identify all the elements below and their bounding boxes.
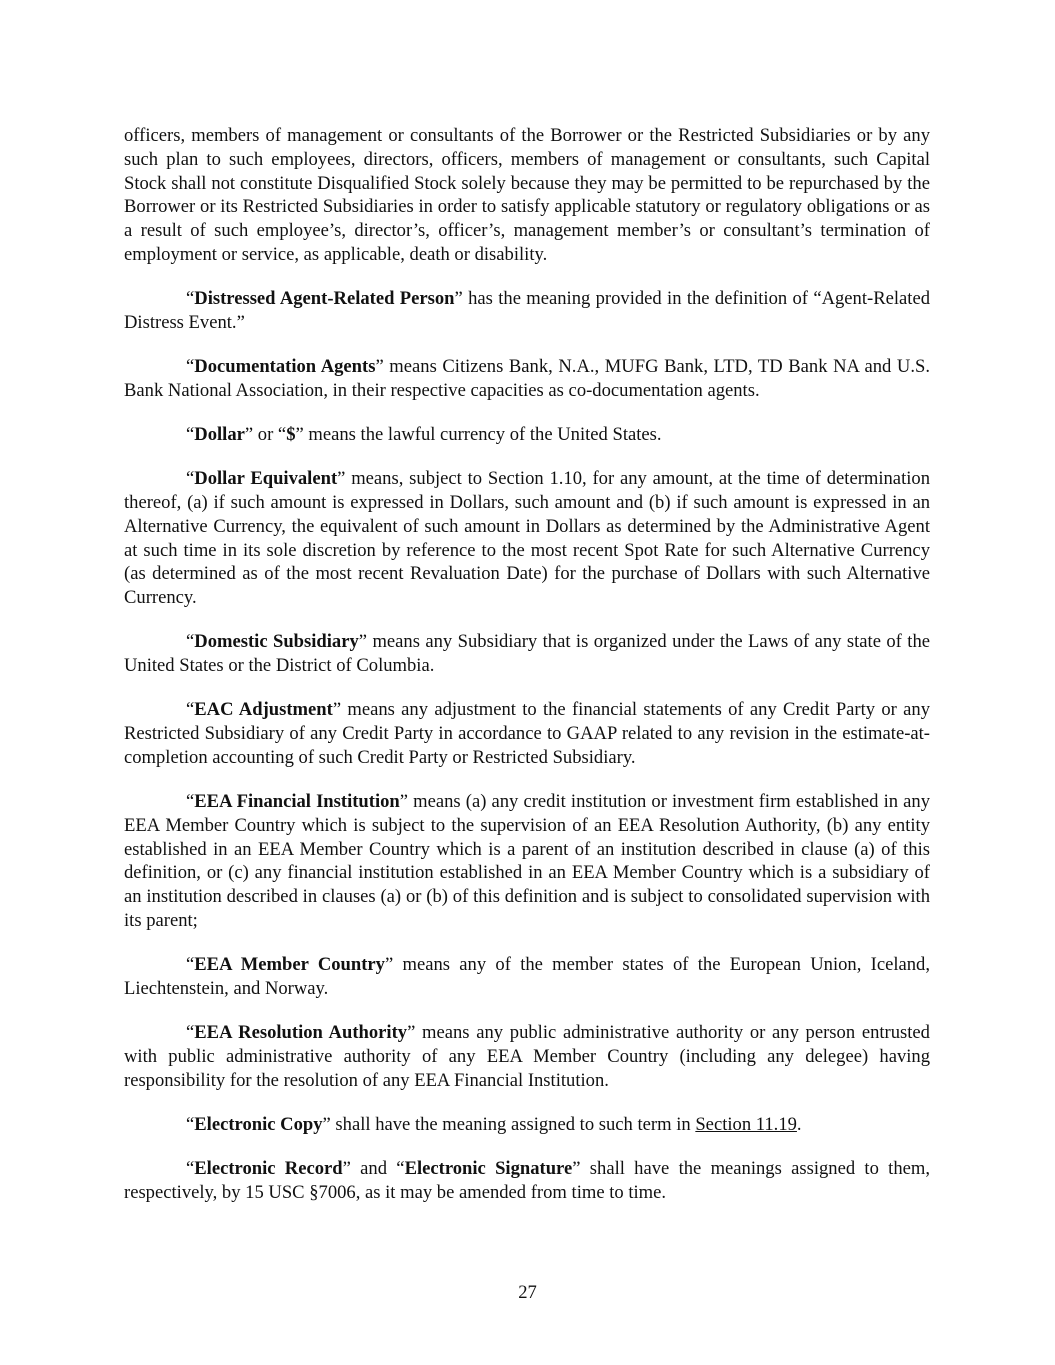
continuation-paragraph: officers, members of management or consultants of the Borrower or the Restricted Subsidiaries or by any such plan to such employees, directors, officers, members of management or consultants, such Capital Stock shall not constitute Disqualified Stock solely because they may be permitted to be repurchased by the Borrower or its Restricted Subsidiaries in order to satisfy applicable statutory or regulatory obligations or as a result of such employee’s, director’s, officer’s, management member’s or consultant’s termination of employment or service, as applicable, death or disability. (124, 125, 930, 265)
definition-paragraph: “Electronic Copy” shall have the meaning assigned to such term in Section 11.19. (186, 1113, 802, 1135)
defined-term: $ (286, 424, 296, 445)
definition-text: means (a) any credit institution or investment firm established in any EEA Member Country which is subject to the supervision of an EEA Resolution Authority, (b) any entity established in an EEA Member Country which is a parent of an institution described in clause (a) of this definition, or (c) any financial institution established in an EEA Member Country which is a subsidiary of an institution described in clauses (a) or (b) of this definition and is subject to consolidated supervision with its parent; (124, 791, 930, 931)
definitions-list (124, 287, 930, 1205)
defined-term: Electronic Signature (404, 1158, 573, 1179)
definition-paragraph: “EEA Financial Institution” means (a) any credit institution or investment firm established in any EEA Member Country which is subject to the supervision of an EEA Resolution Authority, (b) any entity established in an EEA Member Country which is a parent of an institution described in clause (a) of this definition, or (c) any financial institution established in an EEA Member Country which is a subsidiary of an institution described in clauses (a) or (b) of this definition and is subject to consolidated supervision with its parent; (124, 791, 930, 931)
definition-text: has the meaning provided in the definition of “Agent-Related Distress Event.” (124, 288, 930, 333)
page-number: 27 (518, 1282, 537, 1303)
defined-term: Distressed Agent-Related Person (194, 288, 455, 309)
definition-text: means any adjustment to the financial statements of any Credit Party or any Restricted Subsidiary of any Credit Party in accordance to GAAP related to any revision in the estimate-at-completion accounting of such Credit Party or Restricted Subsidiary. (124, 699, 930, 768)
definition-paragraph: “Distressed Agent-Related Person” has the meaning provided in the definition of “Agent-Related Distress Event.” (124, 288, 930, 333)
definition-text: means, subject to Section 1.10, for any amount, at the time of determination thereof, (a) if such amount is expressed in Dollars, such amount and (b) if such amount is expressed in an Alternative Currency, the equivalent of such amount in Dollars as determined by the Administrative Agent at such time in its sole discretion by reference to the most recent Spot Rate for such Alternative Currency (as determined as of the most recent Revaluation Date) for the purchase of Dollars with such Alternative Currency. (124, 468, 930, 608)
defined-term: Dollar Equivalent (194, 468, 338, 490)
defined-term: Dollar (194, 424, 245, 445)
definition-tail: . (796, 1113, 802, 1135)
definition-connector: or “ (253, 424, 287, 445)
definition-paragraph: “EEA Member Country” means any of the member states of the European Union, Iceland, Liechtenstein, and Norway. (124, 954, 931, 999)
definition-paragraph: “EEA Resolution Authority” means any public administrative authority or any person entrusted with public administrative authority of any EEA Member Country (including any delegee) having responsibility for the resolution of any EEA Financial Institution. (124, 1022, 930, 1091)
definition-text: means the lawful currency of the United States. (303, 424, 662, 445)
definition-text: shall have the meanings assigned to them, respectively, by 15 USC §7006, as it may be amended from time to time. (124, 1158, 931, 1203)
defined-term: EEA Resolution Authority (194, 1022, 408, 1043)
definition-paragraph: “Domestic Subsidiary” means any Subsidiary that is organized under the Laws of any state of the United States or the District of Columbia. (124, 631, 930, 676)
defined-term: Domestic Subsidiary (194, 631, 359, 653)
defined-term: EEA Financial Institution (194, 791, 400, 812)
definition-paragraph: “Electronic Record” and “Electronic Signature” shall have the meanings assigned to them, respectively, by 15 USC §7006, as it may be amended from time to time. (124, 1158, 931, 1203)
defined-term: Electronic Record (194, 1158, 343, 1179)
definition-text: means any public administrative authority or any person entrusted with public administrative authority of any EEA Member Country (including any delegee) having responsibility for the resolution of any EEA Financial Institution. (124, 1022, 930, 1091)
defined-term: Electronic Copy (194, 1113, 323, 1135)
definition-paragraph: “Dollar” or “$” means the lawful currency of the United States. (186, 424, 662, 445)
definition-text: means any of the member states of the European Union, Iceland, Liechtenstein, and Norway. (124, 954, 931, 999)
defined-term: EAC Adjustment (194, 699, 333, 721)
definition-text: means Citizens Bank, N.A., MUFG Bank, LTD, TD Bank NA and U.S. Bank National Association, in their respective capacities as co-documentation agents. (124, 356, 930, 401)
definition-paragraph: “EAC Adjustment” means any adjustment to the financial statements of any Credit Party or any Restricted Subsidiary of any Credit Party in accordance to GAAP related to any revision in the estimate-at-completion accounting of such Credit Party or Restricted Subsidiary. (124, 699, 930, 768)
defined-term: EEA Member Country (194, 954, 385, 975)
definitions-text (124, 124, 930, 1225)
section-cross-reference: Section 11.19 (695, 1113, 797, 1135)
definition-connector: and “ (350, 1158, 405, 1179)
definition-text: shall have the meaning assigned to such term in (330, 1113, 696, 1135)
definition-text: means any Subsidiary that is organized under the Laws of any state of the United States or the District of Columbia. (124, 631, 930, 676)
definition-paragraph: “Documentation Agents” means Citizens Bank, N.A., MUFG Bank, LTD, TD Bank NA and U.S. Bank National Association, in their respective capacities as co-documentation agents. (124, 356, 930, 401)
defined-term: Documentation Agents (194, 356, 376, 377)
definition-paragraph: “Dollar Equivalent” means, subject to Section 1.10, for any amount, at the time of determination thereof, (a) if such amount is expressed in Dollars, such amount and (b) if such amount is expressed in an Alternative Currency, the equivalent of such amount in Dollars as determined by the Administrative Agent at such time in its sole discretion by reference to the most recent Spot Rate for such Alternative Currency (as determined as of the most recent Revaluation Date) for the purchase of Dollars with such Alternative Currency. (124, 468, 930, 608)
